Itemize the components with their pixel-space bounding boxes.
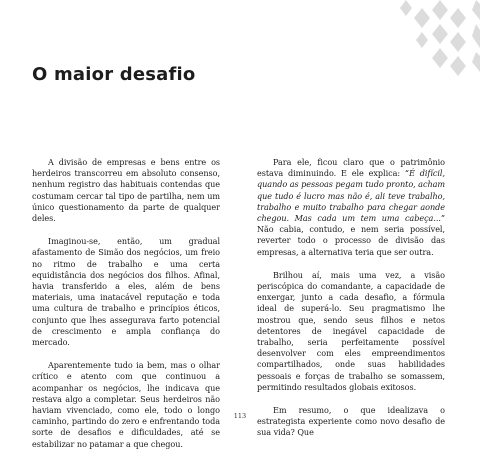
page-number: 113 <box>233 412 247 420</box>
quote-text: É difícil, quando as pessoas pegam tudo pronto, acham que tudo é lucro mas não é, ali teve trabalho, trabalho e muito trabalho para chegar aonde chegou. Mas cada um tem uma cabeça... <box>257 168 446 224</box>
page-title: O maior desafio <box>32 64 196 85</box>
decorative-ornament-icon <box>400 0 480 80</box>
paragraph-text: ” Não cabia, contudo, e nem seria possível, reverter todo o processo de divisão das empresas, a alternativa teria que ser outra. <box>257 213 445 257</box>
paragraph: Brilhou aí, mais uma vez, a visão periscópica do comandante, a capacidade de enxergar, junto a cada desafio, a fórmula ideal de superá-lo. Seu pragmatismo lhe mostrou que, sendo seus filhos e netos detentores de inegável capacidade de trabalho, seria perfeitamente possível desenvolver com eles empreendimentos compartilhados, onde suas habilidades pessoais e forças de trabalho se somassem, permitindo resultados globais exitosos. <box>257 269 445 392</box>
paragraph: A divisão de empresas e bens entre os herdeiros transcorreu em absoluto consenso, nenhum registro das habituais contendas que costumam cercar tal tipo de partilha, nem um único questionamento da parte de qualquer deles. <box>32 157 220 224</box>
paragraph-text: Para ele, ficou claro que o patrimônio estava diminuindo. E ele explica: “ <box>257 157 445 179</box>
right-column <box>257 157 445 451</box>
paragraph: Imaginou-se, então, um gradual afastamento de Simão dos negócios, um freio no ritmo de trabalho e uma certa equidistância dos negócios dos filhos. Afinal, havia transferido a eles, além de bens materiais, uma inatacável reputação e toda uma cultura de trabalho e princípios éticos, conjunto que lhes assegurava farto potencial de crescimento e ampla confiança do mercado. <box>32 236 220 348</box>
paragraph: Aparentemente tudo ia bem, mas o olhar crítico e atento com que continuou a acompanhar os negócios, lhe indicava que restava algo a completar. Seus herdeiros não haviam vivenciado, como ele, todo o longo caminho, partindo do zero e enfrentando toda sorte de desafios e dificuldades, até se estabilizar no patamar a que chegou. <box>32 360 220 449</box>
paragraph-with-quote <box>257 157 445 258</box>
paragraph: Em resumo, o que idealizava o estrategista experiente como novo desafio de sua vida? Que <box>257 405 445 438</box>
